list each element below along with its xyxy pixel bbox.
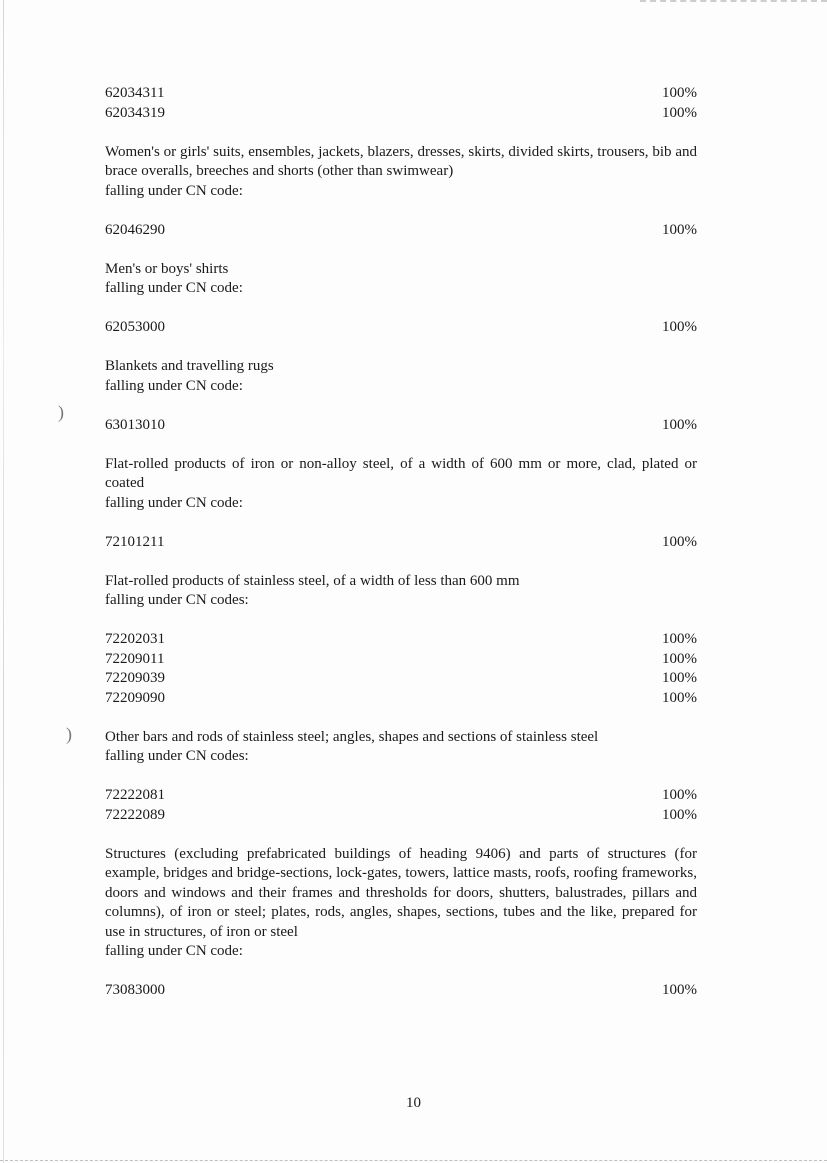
product-section (105, 845, 697, 1001)
rate: 100% (662, 689, 697, 706)
description-text: Flat-rolled products of iron or non-alloy steel, of a width of 600 mm or more, clad, plated or coated (105, 455, 697, 491)
cn-code: 63013010 (105, 416, 165, 433)
code-list (105, 630, 697, 708)
rate: 100% (662, 416, 697, 433)
document-body (105, 84, 697, 1020)
scan-mark-paren: ) (66, 724, 72, 744)
rate: 100% (662, 104, 697, 121)
rate: 100% (662, 650, 697, 667)
product-section (105, 728, 697, 826)
description-text: Flat-rolled products of stainless steel, of a width of less than 600 mm (105, 572, 520, 589)
product-description (105, 357, 697, 396)
rate: 100% (662, 221, 697, 238)
cn-code: 62046290 (105, 221, 165, 238)
product-description (105, 845, 697, 962)
product-section (105, 357, 697, 435)
description-text: Men's or boys' shirts (105, 260, 229, 277)
code-list (105, 84, 697, 123)
falling-under-label: falling under CN code: (105, 182, 243, 199)
code-list (105, 416, 697, 436)
code-row (105, 650, 697, 670)
cn-code: 72222081 (105, 787, 165, 803)
product-description (105, 728, 697, 767)
code-row (105, 806, 697, 826)
scan-edge-left (3, 0, 4, 1163)
description-text: Women's or girls' suits, ensembles, jackets, blazers, dresses, skirts, divided skirts, trousers, bib and brace overalls, breeches and shorts (other than swimwear) (105, 143, 697, 179)
code-list (105, 981, 697, 1001)
cn-code: 62034311 (105, 85, 165, 101)
code-row (105, 318, 697, 338)
scan-mark-paren: ) (58, 402, 64, 422)
scan-edge-top (640, 0, 827, 5)
code-row (105, 416, 697, 436)
rate: 100% (662, 806, 697, 823)
falling-under-label: falling under CN code: (105, 377, 243, 394)
description-text: Blankets and travelling rugs (105, 358, 274, 374)
rate: 100% (662, 670, 697, 686)
scan-edge-bottom (0, 1160, 827, 1162)
code-row (105, 221, 697, 241)
rate: 100% (662, 533, 697, 550)
cn-code: 72101211 (105, 533, 165, 550)
code-list (105, 533, 697, 553)
code-list (105, 221, 697, 241)
code-list (105, 318, 697, 338)
falling-under-label: falling under CN code: (105, 943, 243, 959)
product-section (105, 260, 697, 338)
cn-code: 72209011 (105, 650, 165, 667)
code-row (105, 533, 697, 553)
falling-under-label: falling under CN codes: (105, 592, 249, 608)
rate: 100% (662, 982, 697, 998)
product-description (105, 260, 697, 299)
code-row (105, 630, 697, 650)
cn-code: 72209039 (105, 670, 165, 686)
product-section (105, 572, 697, 709)
cn-code: 72202031 (105, 631, 165, 647)
product-section (105, 455, 697, 553)
falling-under-label: falling under CN code: (105, 280, 243, 296)
cn-code: 62053000 (105, 319, 165, 335)
product-description (105, 143, 697, 202)
cn-code: 72209090 (105, 689, 165, 706)
code-list (105, 786, 697, 825)
cn-code: 73083000 (105, 982, 165, 998)
description-text: Other bars and rods of stainless steel; angles, shapes and sections of stainless steel (105, 728, 599, 745)
cn-code: 72222089 (105, 806, 165, 823)
product-description (105, 572, 697, 611)
rate: 100% (662, 319, 697, 335)
falling-under-label: falling under CN code: (105, 494, 243, 511)
code-row (105, 981, 697, 1001)
code-row (105, 104, 697, 124)
code-row (105, 669, 697, 689)
code-row (105, 786, 697, 806)
falling-under-label: falling under CN codes: (105, 748, 249, 764)
rate: 100% (662, 787, 697, 803)
page-number: 10 (406, 1095, 421, 1111)
code-row (105, 689, 697, 709)
product-section (105, 143, 697, 241)
product-description (105, 455, 697, 514)
code-row (105, 84, 697, 104)
cn-code: 62034319 (105, 104, 165, 121)
rate: 100% (662, 85, 697, 101)
rate: 100% (662, 631, 697, 647)
description-text: Structures (excluding prefabricated buildings of heading 9406) and parts of structures (for example, bridges and bridge-sections, lock-gates, towers, lattice masts, roofs, roofing frameworks, doors and windows and their frames and thresholds for doors, shutters, balustrades, pillars and columns), of iron or steel; plates, rods, angles, shapes, sections, tubes and the like, prepared for use in structures, of iron or steel (105, 845, 697, 940)
